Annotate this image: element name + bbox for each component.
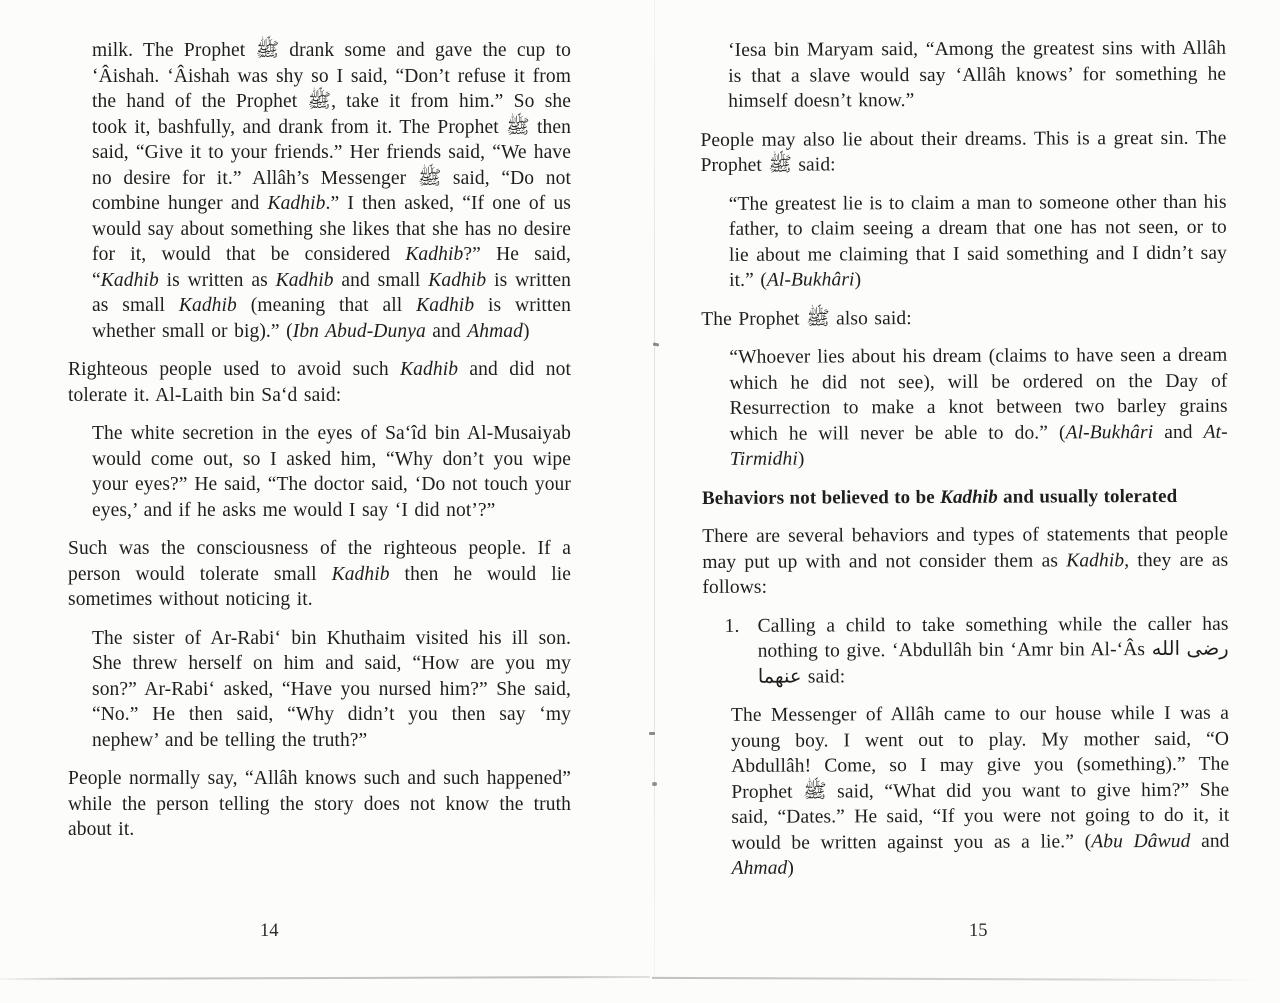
text-run: Kadhib xyxy=(400,359,459,380)
text-run: The white secretion in the eyes of Sa‘îd bin Al-Musaiyab would come out, so I asked him, “Why don’t you wipe your eyes?” He said, “The doctor said, ‘Do not touch your eyes,’ and if he asks me would I say ‘I did not’?” xyxy=(92,423,571,521)
text-run: , they are as follows: xyxy=(702,549,1229,598)
text-run: Kadhib xyxy=(331,563,390,585)
list-item-number: 1. xyxy=(724,615,740,637)
text-run: and usually tolerated xyxy=(997,485,1178,508)
text-run: ‘Iesa bin Maryam said, “Among the greatest sins with Allâh is that a slave would say ‘Allâh knows’ for something he himself doesn’t know.” xyxy=(728,37,1227,112)
text-run: There are several behaviors and types of statements that people may put up with and not consider them as xyxy=(702,523,1229,573)
text-run: The sister of Ar-Rabi‘ bin Khuthaim visited his ill son. She threw herself on him and said, “How are you my son?” Ar-Rabi‘ asked, “Have you nursed him?” She said, “No.” He then said, “Why didn’t you then say ‘my nephew’ and be telling the truth?” xyxy=(92,627,571,751)
text-run: .” I then asked, “If one of us would say about something she likes that she has no desire for it, would that be considered xyxy=(92,193,572,265)
quote-paragraph xyxy=(92,38,571,344)
text-run: Kadhib xyxy=(100,269,159,291)
text-run: Behaviors not believed to be xyxy=(701,486,941,509)
page-bottom-edge xyxy=(652,977,1252,981)
numbered-item xyxy=(703,611,1229,690)
text-run: Abu Dâwud xyxy=(1091,830,1191,852)
text-run: Kadhib xyxy=(1066,549,1125,571)
text-run: Righteous people used to avoid such xyxy=(68,359,401,380)
text-run: Calling a child to take something while the caller has nothing to give. ‘Abdullâh bin ‘Amr bin Al-‘Âs رضى الله عنهما said: xyxy=(757,613,1229,688)
quote-paragraph xyxy=(729,189,1227,293)
body-paragraph xyxy=(700,125,1226,178)
text-run: The Prophet ﷺ also said: xyxy=(701,307,912,330)
scan-speck xyxy=(652,782,657,786)
text-run: Kadhib xyxy=(178,295,237,316)
text-run: The Messenger of Allâh came to our house while I was a young boy. I went out to play. My mother said, “O Abdullâh! Come, so I may give you (something).” The Prophet ﷺ said, “What did you want to give him?” She said, “Dates.” He said, “If you were not going to do it, it would be written against you as a lie.” ( xyxy=(730,702,1230,854)
text-run: Kadhib xyxy=(267,193,326,214)
text-run: ) xyxy=(797,448,805,470)
text-run: Kadhib xyxy=(275,269,334,291)
text-run: Kadhib xyxy=(405,244,464,265)
text-run: and xyxy=(1153,421,1204,443)
quote-paragraph xyxy=(92,421,571,523)
text-run: “The greatest lie is to claim a man to someone other than his father, to claim seeing a dream that one has not seen, or to lie about me claiming that I said something and I didn’t say it.” ( xyxy=(728,191,1227,291)
text-run: is written as xyxy=(158,269,276,291)
quote-paragraph xyxy=(728,36,1226,115)
text-run: Ahmad xyxy=(467,320,523,342)
page-right-text-column xyxy=(700,36,1230,895)
text-run: Kadhib xyxy=(940,486,998,508)
quote-paragraph xyxy=(731,701,1230,882)
text-run: People may also lie about their dreams. This is a great sin. The Prophet ﷺ said: xyxy=(700,127,1227,176)
page-number-left: 14 xyxy=(260,921,279,941)
text-run: Such was the consciousness of the righteous people. If a person would tolerate small xyxy=(68,538,571,585)
body-paragraph xyxy=(68,766,571,843)
body-paragraph xyxy=(701,304,1227,332)
text-run: and small xyxy=(333,269,429,291)
text-run: Ibn Abud-Dunya xyxy=(292,320,426,342)
text-run: is written as small xyxy=(92,269,572,316)
text-run: Al-Bukhâri xyxy=(766,269,855,291)
text-run: ) xyxy=(522,320,530,342)
body-paragraph xyxy=(68,357,571,408)
text-run: milk. The Prophet ﷺ drank some and gave the cup to ‘Âishah. ‘Âishah was shy so I said, “Don’t refuse it from the hand of the Prophet ﷺ, take it from him.” So she took it, bashfully, and drank from it. The Prophet ﷺ then said, “Give it to your friends.” Her friends said, “We have no desire for it.” Allâh’s Messenger ﷺ said, “Do not combine hunger and xyxy=(92,40,572,214)
text-run: Ahmad xyxy=(731,857,788,879)
body-paragraph xyxy=(702,522,1228,601)
text-run: then he would lie sometimes without noticing it. xyxy=(68,563,571,610)
quote-paragraph xyxy=(729,343,1228,473)
page-left-text-column xyxy=(68,38,571,856)
quote-paragraph xyxy=(92,626,571,754)
text-run: At-Tirmidhi xyxy=(729,421,1228,470)
text-run: ) xyxy=(854,269,862,291)
text-run: “Whoever lies about his dream (claims to have seen a dream which he did not see), will be ordered on the Day of Resurrection to make a knot between two barley grains which he will never be able to do.” ( xyxy=(729,344,1228,445)
text-run: People normally say, “Allâh knows such and such happened” while the person telling the story does not know the truth about it. xyxy=(68,768,571,840)
body-paragraph xyxy=(68,536,571,613)
text-run: Al-Bukhâri xyxy=(1065,421,1154,443)
scan-speck xyxy=(649,732,655,735)
book-spine-shadow xyxy=(654,0,655,978)
text-run: (meaning that all xyxy=(236,295,417,316)
page-bottom-edge xyxy=(0,976,650,980)
page-number-right: 15 xyxy=(969,921,988,941)
text-run: Kadhib xyxy=(428,269,487,291)
text-run: and xyxy=(425,320,468,342)
text-run: Kadhib xyxy=(416,295,475,316)
text-run: ) xyxy=(787,857,795,879)
text-run: is written whether small or big).” ( xyxy=(92,295,571,342)
text-run: and xyxy=(1190,830,1230,852)
section-heading xyxy=(702,483,1228,511)
text-run: ?” He said, “ xyxy=(92,244,572,291)
text-run: and did not tolerate it. Al-Laith bin Sa‘d said: xyxy=(68,359,571,406)
